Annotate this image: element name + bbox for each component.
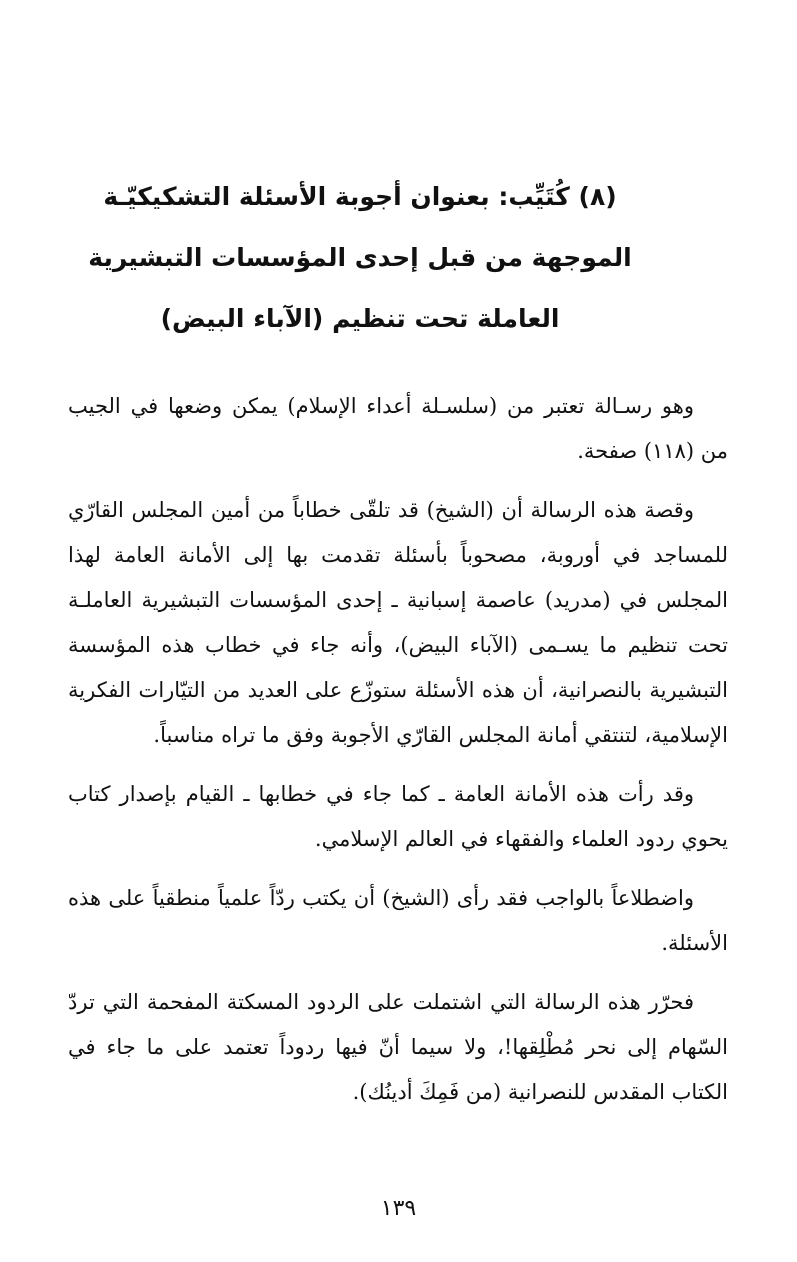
paragraph-3: وقد رأت هذه الأمانة العامة ـ كما جاء في خطابها ـ القيام بإصدار كتاب يحوي ردود العلماء والفقهاء في العالم الإسلامي. xyxy=(68,782,728,851)
heading-line-1: (٨) كُتَيِّب: بعنوان أجوبة الأسئلة التشكيكيّـة xyxy=(103,182,617,211)
heading-line-3: العاملة تحت تنظيم (الآباء البيض) xyxy=(160,304,560,333)
paragraph-1: وهو رسـالة تعتبر من (سلسـلة أعداء الإسلام) يمكن وضعها في الجيب من (١١٨) صفحة. xyxy=(68,394,728,463)
paragraph-2: وقصة هذه الرسالة أن (الشيخ) قد تلقّى خطاباً من أمين المجلس القارّي للمساجد في أوروبة، مصحوباً بأسئلة تقدمت بها إلى الأمانة العامة لهذا المجلس في (مدريد) عاصمة إسبانية ـ إحدى المؤسسات التبشيرية العاملـة تحت تنظيم ما يسـمى (الآباء البيض)، وأنه جاء في خطاب هذه المؤسسة التبشيرية بالنصرانية، أن هذه الأسئلة ستوزّع على العديد من التيّارات الفكرية الإسلامية، لتنتقي أمانة المجلس القارّي الأجوبة وفق ما تراه مناسباً. xyxy=(68,498,728,747)
page-number: ١٣٩ xyxy=(380,1196,417,1221)
paragraph-4: واضطلاعاً بالواجب فقد رأى (الشيخ) أن يكتب ردّاً علمياً منطقياً على هذه الأسئلة. xyxy=(68,886,728,955)
heading-line-2: الموجهة من قبل إحدى المؤسسات التبشيرية xyxy=(88,243,632,272)
paragraph-5: فحرّر هذه الرسالة التي اشتملت على الردود المسكتة المفحمة التي تردّ السّهام إلى نحر مُطْلِقها!، ولا سيما أنّ فيها ردوداً تعتمد على ما جاء في الكتاب المقدس للنصرانية (من فَمِكَ أدينُك). xyxy=(68,990,728,1104)
body-text xyxy=(68,384,728,1115)
section-heading xyxy=(60,166,660,349)
